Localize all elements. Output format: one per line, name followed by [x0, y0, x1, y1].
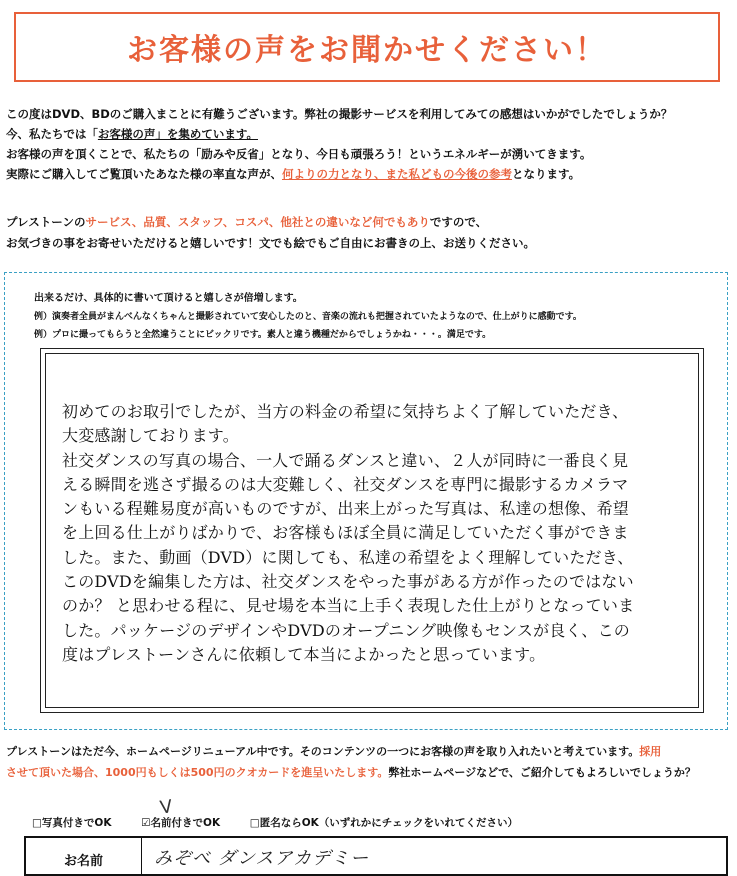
- consent-line-2: [6, 762, 734, 783]
- consent-line-1-pre: プレストーンはただ今、ホームページリニューアル中です。そのコンテンツの一つにお客様の声を取り入れたいと考えています。: [6, 745, 640, 758]
- intro-line-1: この度はDVD、BDのご購入まことに有難うございます。弊社の撮影サービスを利用してみての感想はいかがでしたでしょうか？: [6, 107, 673, 121]
- comment-line: 大変感謝しております。: [62, 426, 239, 446]
- comment-line: 初めてのお取引でしたが、当方の料金の希望に気持ちよく了解していただき、: [62, 402, 629, 421]
- services-line-1: [6, 212, 731, 233]
- services-text: [6, 212, 731, 254]
- intro-line-2: [6, 124, 731, 144]
- comment-line: した。パッケージのデザインやDVDのオープニング映像もセンスが良く、この: [62, 620, 630, 640]
- permission-options: [32, 815, 544, 830]
- intro-line-4: [6, 164, 731, 184]
- comment-line: 社交ダンスの写真の場合、一人で踊るダンスと違い、２人が同時に一番良く見: [62, 450, 629, 470]
- services-highlight: サービス、品質、スタッフ、コスパ、他社との違いなど何でもあり: [85, 215, 430, 229]
- checkbox-anonymous-ok[interactable]: □匿名ならOK（いずれかにチェックをいれてください）: [249, 817, 518, 829]
- name-field-row: [24, 836, 728, 876]
- hint-lead: 出来るだけ、具体的に書いて頂けると嬉しさが倍増します。: [34, 293, 303, 304]
- handwritten-check-mark: V: [158, 796, 174, 819]
- consent-line-1: [6, 741, 734, 762]
- services-line-2: お気づきの事をお寄せいただけると嬉しいです！文でも絵でもご自由にお書きの上、お送りください。: [6, 236, 535, 250]
- consent-request: [6, 741, 734, 783]
- comment-line: を上回る仕上がりばかりで、お客様もほぼ全員に満足していただく事ができま: [62, 523, 629, 543]
- consent-line-1-highlight: 採用: [639, 745, 662, 758]
- intro-line-4-highlight: 何よりの力となり、また私どもの今後の参考: [282, 167, 512, 181]
- comment-line: した。また、動画（DVD）に関しても、私達の希望をよく理解していただき、: [62, 547, 634, 567]
- comment-line: える瞬間を逃さず撮るのは大変難しく、社交ダンスを専門に撮影するカメラマ: [62, 474, 629, 494]
- consent-line-2-highlight: させて頂いた場合、1000円もしくは500円のクオカードを進呈いたします。: [6, 766, 389, 779]
- hint-example-2: 例）プロに撮ってもらうと全然違うことにビックリです。素人と違う機種だからでしょうかね・・・。満足です。: [34, 330, 492, 340]
- intro-text: [6, 104, 731, 184]
- consent-line-2-post: 弊社ホームページなどで、ご紹介してもよろしいでしょうか？: [388, 766, 696, 779]
- comment-line: ンもいる程難易度が高いものですが、出来上がった写真は、私達の想像、希望: [62, 499, 630, 519]
- intro-line-2-pre: 今、私たちでは「: [6, 127, 98, 141]
- checkbox-photo-ok[interactable]: □写真付きでOK: [32, 817, 112, 829]
- services-line-1-post: ですので、: [429, 215, 488, 229]
- page-title: お客様の声をお聞かせください！: [127, 33, 607, 68]
- intro-line-2-underlined: お客様の声」を集めています。: [97, 127, 258, 141]
- comment-line: のか？ と思わせる程に、見せ場を本当に上手く表現した仕上がりとなっていま: [62, 596, 635, 616]
- title-box: [14, 12, 720, 82]
- name-value-handwritten[interactable]: みぞべ ダンスアカデミー: [154, 848, 370, 869]
- writing-hints: [34, 290, 582, 344]
- services-line-1-pre: プレストーンの: [6, 215, 86, 229]
- intro-line-4-pre: 実際にご購入してご覧頂いたあなた様の率直な声が、: [6, 167, 282, 181]
- intro-line-4-post: となります。: [512, 167, 581, 181]
- comment-line: 度はプレストーンさんに依頼して本当によかったと思っています。: [62, 644, 546, 664]
- hint-example-1: 例）演奏者全員がまんべんなくちゃんと撮影されていて安心したのと、音楽の流れも把握されていたようなので、仕上がりに感動です。: [34, 312, 582, 322]
- name-label: お名前: [26, 838, 142, 874]
- intro-line-3: お客様の声を頂くことで、私たちの「励みや反省」となり、今日も頑張ろう！というエネルギーが湧いてきます。: [6, 147, 592, 161]
- checkbox-name-ok[interactable]: ☑名前付きでOK: [141, 817, 221, 829]
- comment-line: このDVDを編集した方は、社交ダンスをやった事がある方が作ったのではない: [62, 572, 634, 592]
- customer-comment: [62, 400, 702, 667]
